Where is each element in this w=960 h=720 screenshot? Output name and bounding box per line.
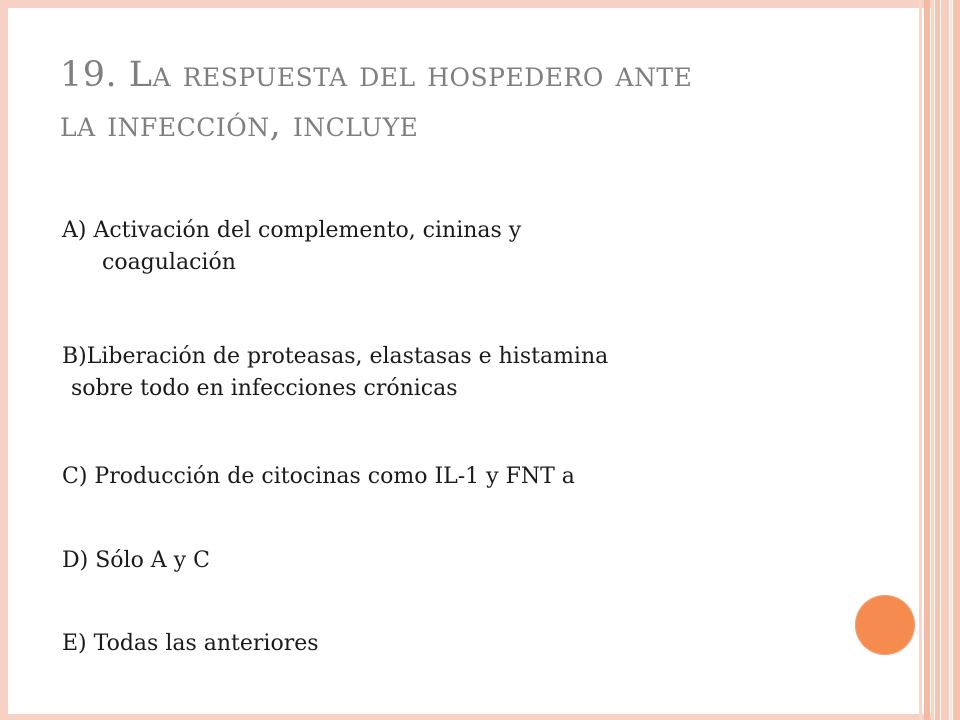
frame-top-border xyxy=(0,0,934,8)
decorative-stripe xyxy=(941,0,949,720)
frame-bottom-border xyxy=(0,714,934,720)
option-c xyxy=(62,461,822,493)
option-b-continuation: sobre todo en infecciones crónicas xyxy=(71,376,458,401)
decorative-stripe xyxy=(919,0,922,720)
option-e xyxy=(62,628,822,660)
decorative-stripe xyxy=(924,0,930,720)
option-a-continuation: coagulación xyxy=(102,250,236,275)
title-line-1: 19. La respuesta del hospedero ante xyxy=(60,55,693,95)
option-b xyxy=(62,341,822,405)
decorative-stripe xyxy=(950,0,952,720)
decorative-stripe xyxy=(931,0,934,720)
option-a xyxy=(62,215,822,279)
option-a-text: A) Activación del complemento, cininas y xyxy=(62,218,522,243)
title-line-2: la infección, incluye xyxy=(60,105,419,145)
option-b-text: B)Liberación de proteasas, elastasas e histamina xyxy=(62,344,609,369)
accent-circle xyxy=(855,595,915,655)
option-d-text: D) Sólo A y C xyxy=(62,548,210,573)
option-e-text: E) Todas las anteriores xyxy=(62,631,319,656)
option-c-text: C) Producción de citocinas como IL-1 y FNT a xyxy=(62,464,575,489)
decorative-stripe xyxy=(953,0,960,720)
frame-left-border xyxy=(0,0,8,720)
decorative-stripe xyxy=(935,0,940,720)
option-d xyxy=(62,545,822,577)
slide-title xyxy=(60,50,860,150)
